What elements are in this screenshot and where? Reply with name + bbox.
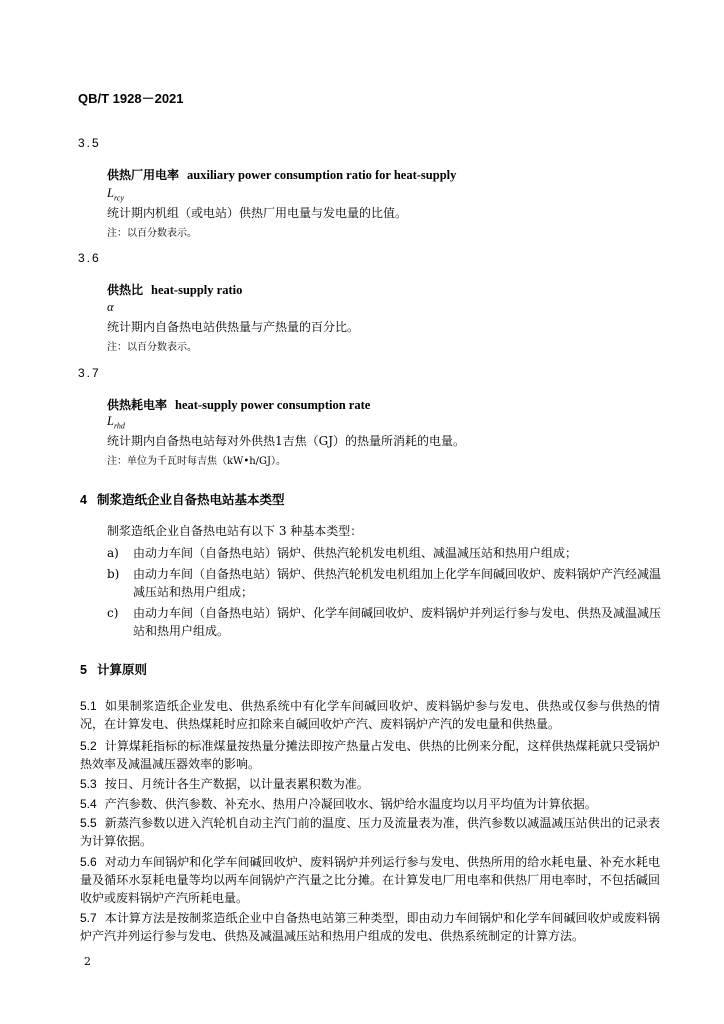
clause <box>80 795 660 813</box>
term-title <box>107 166 456 183</box>
term-note: 注：单位为千瓦时每吉焦（kW•h/GJ）。 <box>107 456 287 467</box>
clause-number: 5.2 <box>80 739 97 753</box>
clause-number: 5.6 <box>80 855 97 869</box>
symbol-base: L <box>107 186 114 200</box>
symbol-base: α <box>107 300 114 314</box>
term-title <box>107 396 370 413</box>
term-definition: 统计期内自备热电站每对外供热1吉焦（GJ）的热量所消耗的电量。 <box>107 434 466 448</box>
list-marker: b) <box>107 567 120 581</box>
term-number: 3.7 <box>78 366 101 380</box>
list-item <box>107 604 667 640</box>
clause <box>80 775 660 793</box>
clause-text: 对动力车间锅炉和化学车间碱回收炉、废料锅炉并列运行参与发电、供热所用的给水耗电量、补充水耗电量及循环水泵耗电量等均以两车间锅炉产汽量之比分摊。在计算发电厂用电率和供热厂用电率时，不包括碱回收炉或废料锅炉产汽所耗电量。 <box>80 855 660 905</box>
clause-number: 5.5 <box>80 816 97 830</box>
list-text: 由动力车间（自备热电站）锅炉、化学车间碱回收炉、废料锅炉并列运行参与发电、供热及减温减压站和热用户组成。 <box>133 606 662 638</box>
clause <box>80 909 660 945</box>
term-definition: 统计期内自备热电站供热量与产热量的百分比。 <box>107 320 360 334</box>
section-heading <box>80 490 284 508</box>
standard-code-header: QB/T 1928－2021 <box>78 91 184 106</box>
clause-number: 5.7 <box>80 911 97 925</box>
term-symbol <box>107 300 114 317</box>
term-definition: 统计期内机组（或电站）供热厂用电量与发电量的比值。 <box>107 206 408 220</box>
list-marker: a) <box>107 546 119 560</box>
section-intro: 制浆造纸企业自备热电站有以下 3 种基本类型： <box>107 524 363 538</box>
term-zh: 供热比 <box>107 283 144 297</box>
term-number: 3.6 <box>78 251 101 265</box>
clause-text: 按日、月统计各生产数据，以计量表累积数为准。 <box>104 777 369 791</box>
page-number: 2 <box>84 955 91 968</box>
section-number: 5 <box>80 663 87 677</box>
list-item <box>107 565 667 601</box>
clause-number: 5.1 <box>80 699 97 713</box>
term-en: heat-supply power consumption rate <box>175 398 371 412</box>
clause-text: 如果制浆造纸企业发电、供热系统中有化学车间碱回收炉、废料锅炉参与发电、供热或仅参与供热的情况，在计算发电、供热煤耗时应扣除来自碱回收炉产汽、废料锅炉产汽的发电量和供热量。 <box>80 699 660 731</box>
clause <box>80 737 660 773</box>
section-title: 计算原则 <box>96 663 147 677</box>
list-marker: c) <box>107 606 119 620</box>
term-note: 注：以百分数表示。 <box>107 228 197 239</box>
clause-number: 5.4 <box>80 797 97 811</box>
symbol-subscript: rcy <box>113 193 124 203</box>
clause-number: 5.3 <box>80 777 97 791</box>
list-item <box>107 544 667 562</box>
section-title: 制浆造纸企业自备热电站基本类型 <box>96 493 285 507</box>
section-number: 4 <box>80 493 87 507</box>
section-heading <box>80 660 147 678</box>
symbol-base: L <box>107 414 114 428</box>
term-en: auxiliary power consumption ratio for heat-supply <box>187 168 457 182</box>
clause <box>80 814 660 850</box>
clause <box>80 697 660 733</box>
term-symbol <box>107 414 125 431</box>
term-zh: 供热耗电率 <box>107 398 168 412</box>
clause-text: 本计算方法是按制浆造纸企业中自备热电站第三种类型，即由动力车间锅炉和化学车间碱回收炉或废料锅炉产汽并列运行参与发电、供热及减温减压站和热用户组成的发电、供热系统制定的计算方法。 <box>80 911 660 943</box>
term-number: 3.5 <box>78 136 101 150</box>
term-en: heat-supply ratio <box>151 283 243 297</box>
symbol-subscript: rhd <box>113 421 125 431</box>
clause-text: 产汽参数、供汽参数、补充水、热用户冷凝回收水、锅炉给水温度均以月平均值为计算依据。 <box>104 797 597 811</box>
term-note: 注：以百分数表示。 <box>107 342 197 353</box>
clause <box>80 853 660 907</box>
list-text: 由动力车间（自备热电站）锅炉、供热汽轮机发电机组加上化学车间碱回收炉、废料锅炉产汽经减温减压站和热用户组成； <box>133 567 662 599</box>
clause-text: 计算煤耗指标的标准煤量按热量分摊法即按产热量占发电、供热的比例来分配，这样供热煤耗就只受锅炉热效率及减温减压器效率的影响。 <box>80 739 660 771</box>
list-text: 由动力车间（自备热电站）锅炉、供热汽轮机发电机组、减温减压站和热用户组成； <box>133 546 578 560</box>
clause-text: 新蒸汽参数以进入汽轮机自动主汽门前的温度、压力及流量表为准，供汽参数以减温减压站供出的记录表为计算依据。 <box>80 816 660 848</box>
term-symbol <box>107 186 124 203</box>
term-zh: 供热厂用电率 <box>107 168 180 182</box>
term-title <box>107 281 242 298</box>
